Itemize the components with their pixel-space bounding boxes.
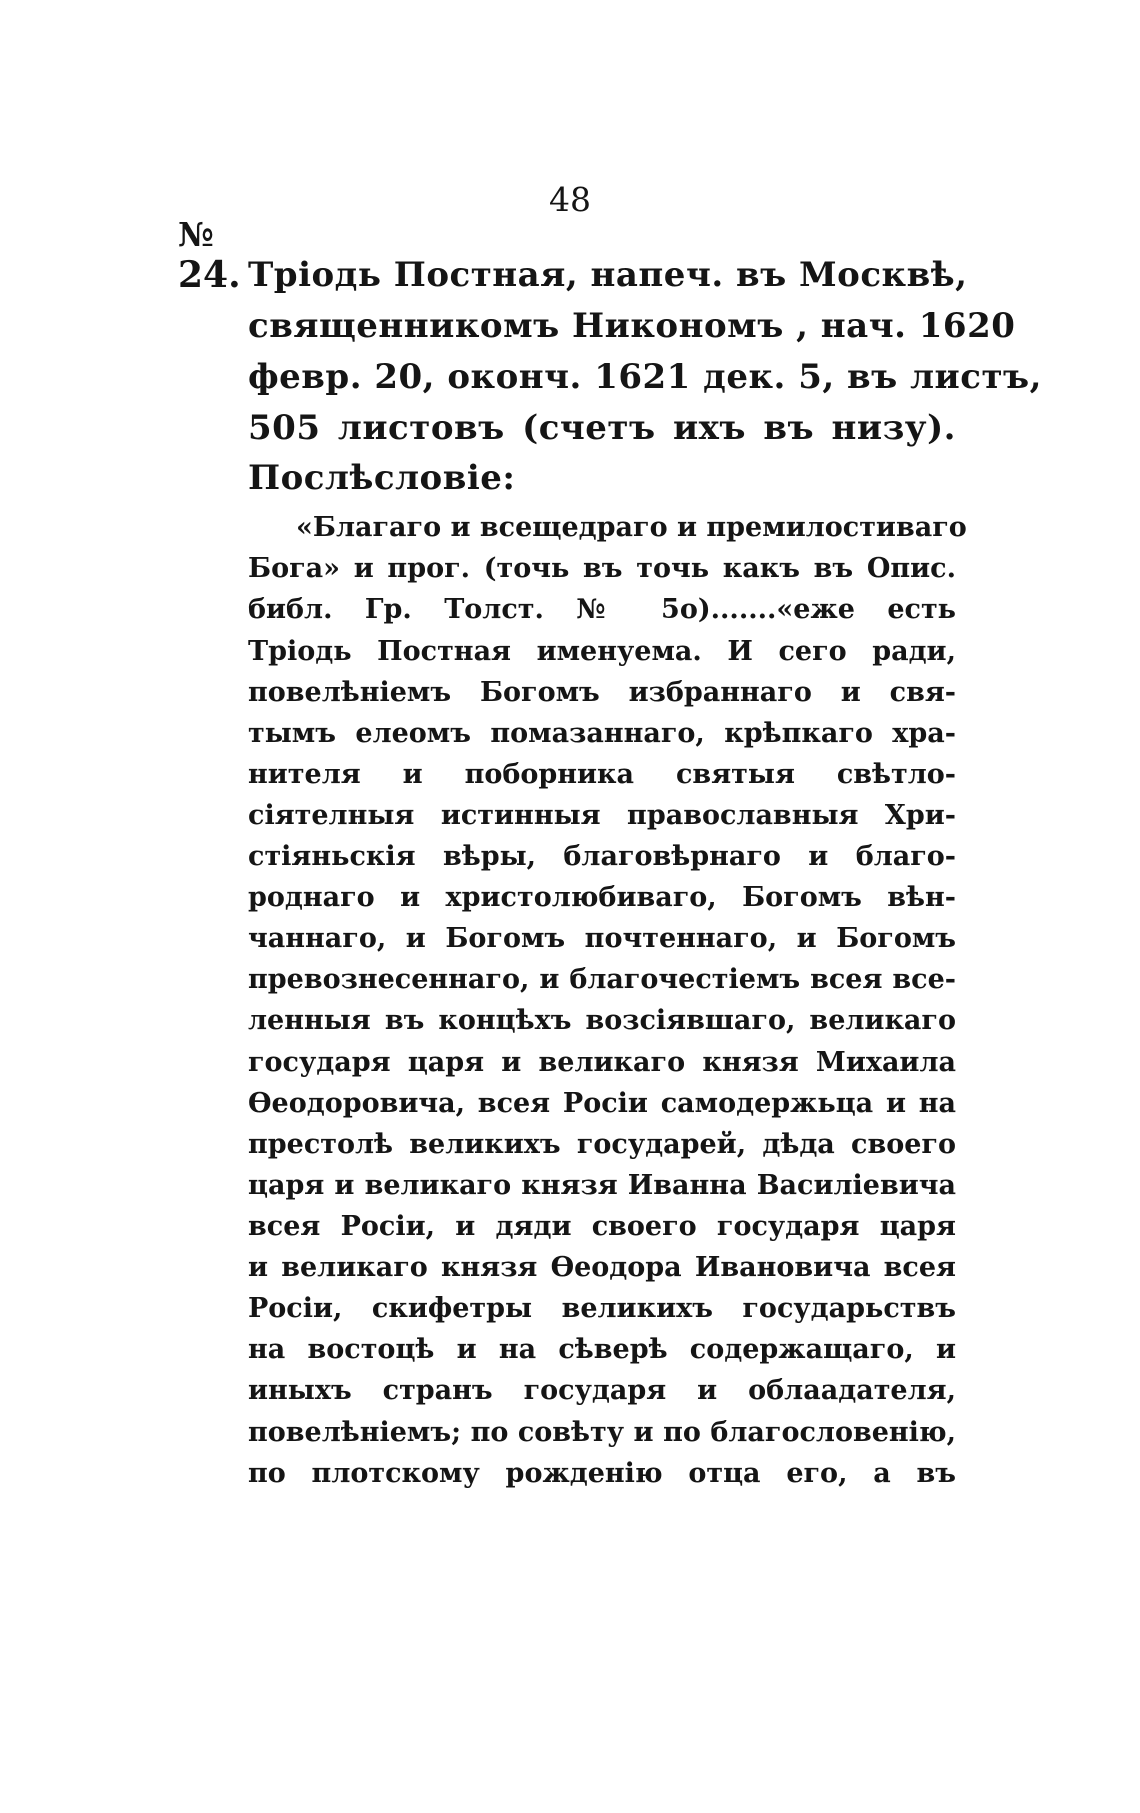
body-line: престолѣ великихъ государей, дѣда своего (248, 1129, 956, 1160)
title-line: 505 листовъ (счетъ ихъ въ низу). (248, 408, 956, 448)
body-line: иныхъ странъ государя и облаадателя, (248, 1375, 956, 1406)
body-line: сіятелныя истинныя православныя Хри- (248, 800, 956, 831)
body-line: роднаго и христолюбиваго, Богомъ вѣн- (248, 882, 956, 913)
body-line: всея Росіи, и дяди своего государя царя (248, 1211, 956, 1242)
title-line: Тріодь Постная, напеч. въ Москвѣ, (248, 255, 968, 295)
body-line: повелѣніемъ Богомъ избраннаго и свя- (248, 677, 956, 708)
body-line: по плотскому рожденію отца его, а въ (248, 1458, 956, 1489)
title-line: священникомъ Никономъ , нач. 1620 (248, 306, 1016, 346)
body-line: Росіи, скифетры великихъ государьствъ (248, 1293, 956, 1324)
body-line: библ. Гр. Толст. № 5о).......«еже есть (248, 594, 956, 625)
body-line: на востоцѣ и на сѣверѣ содержащаго, и (248, 1334, 956, 1365)
body-line: и великаго князя Ѳеодора Ивановича всея (248, 1252, 956, 1283)
body-line: Тріодь Постная именуема. И сего ради, (248, 636, 956, 667)
number-sign: № (178, 215, 214, 254)
body-line: стіяньскія вѣры, благовѣрнаго и благо- (248, 841, 956, 872)
body-line: «Благаго и всещедраго и премилостиваго (296, 512, 967, 543)
body-line: ленныя въ концѣхъ возсіявшаго, великаго (248, 1005, 956, 1036)
body-line: царя и великаго князя Иванна Василіевича (248, 1170, 956, 1201)
entry-number: 24. (178, 254, 241, 296)
body-line: превознесеннаго, и благочестіемъ всея все- (248, 964, 956, 995)
body-line: повелѣніемъ; по совѣту и по благословенію, (248, 1417, 956, 1448)
body-line: государя царя и великаго князя Михаила (248, 1047, 956, 1078)
body-line: чаннаго, и Богомъ почтеннаго, и Богомъ (248, 923, 956, 954)
page-number: 48 (549, 180, 591, 219)
title-line: февр. 20, оконч. 1621 дек. 5, въ листъ, (248, 357, 1042, 397)
body-line: тымъ елеомъ помазаннаго, крѣпкаго хра- (248, 718, 956, 749)
body-line: Ѳеодоровича, всея Росіи самодержьца и на (248, 1088, 956, 1119)
title-line: Послѣсловіе: (248, 458, 516, 498)
body-line: нителя и поборника святыя свѣтло- (248, 759, 956, 790)
body-line: Бога» и прог. (точь въ точь какъ въ Опис. (248, 553, 956, 584)
